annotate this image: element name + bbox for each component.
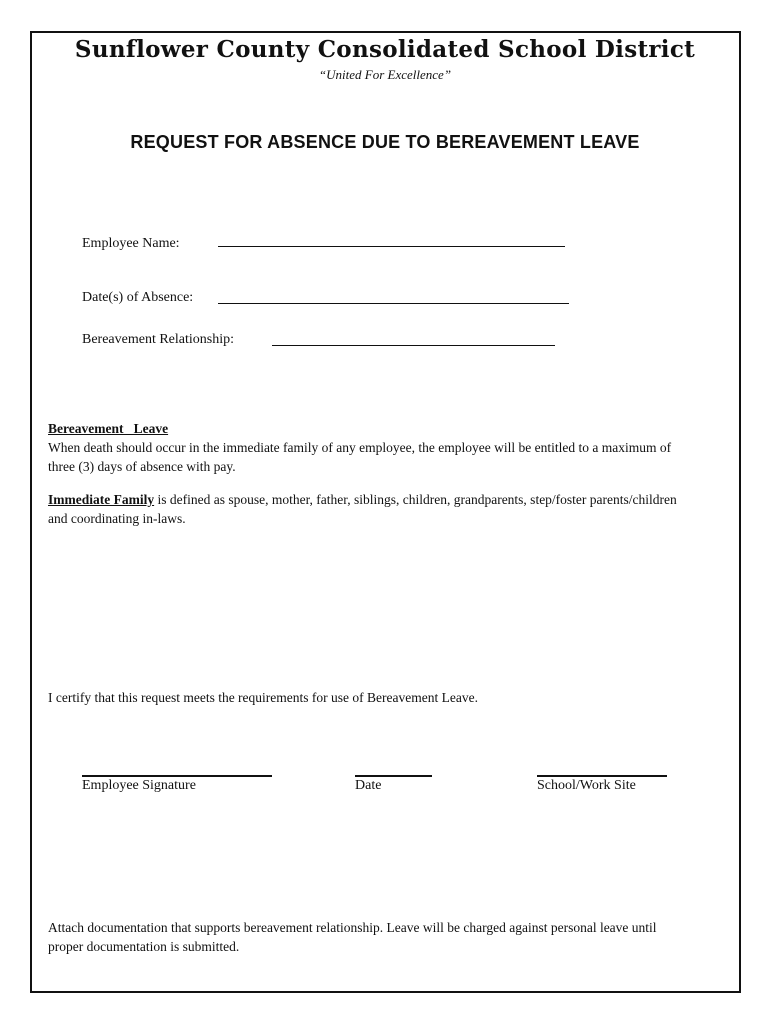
immediate-family-text: is defined as spouse, mother, father, siblings, children, grandparents, step/foster parents/children and coordinating in-laws. — [48, 492, 677, 526]
documentation-note: Attach documentation that supports bereavement relationship. Leave will be charged against personal leave until proper documentation is submitted. — [48, 920, 657, 954]
immediate-family-heading: Immediate Family — [48, 492, 155, 507]
dates-of-absence-field[interactable] — [218, 303, 569, 304]
employee-name-label: Employee Name: — [82, 236, 180, 251]
bereavement-leave-heading: Bereavement Leave — [48, 421, 169, 436]
employee-name-field[interactable] — [218, 246, 565, 247]
employee-signature-line[interactable] — [82, 775, 272, 777]
certification-statement: I certify that this request meets the requirements for use of Bereavement Leave. — [48, 690, 478, 705]
school-site-label: School/Work Site — [537, 778, 636, 793]
date-signature-line[interactable] — [355, 775, 432, 777]
relationship-label: Bereavement Relationship: — [82, 332, 235, 347]
immediate-family-section — [48, 490, 688, 528]
bereavement-leave-section — [48, 419, 688, 476]
dates-of-absence-label: Date(s) of Absence: — [82, 290, 194, 305]
school-site-line[interactable] — [537, 775, 667, 777]
relationship-field[interactable] — [272, 345, 555, 346]
district-motto: “United For Excellence” — [318, 67, 452, 82]
date-signature-label: Date — [355, 778, 382, 793]
bereavement-leave-text: When death should occur in the immediate family of any employee, the employee will be entitled to a maximum of three (3) days of absence with pay. — [48, 440, 672, 474]
form-title: REQUEST FOR ABSENCE DUE TO BEREAVEMENT LEAVE — [130, 132, 640, 152]
district-name: Sunflower County Consolidated School District — [74, 36, 696, 63]
employee-signature-label: Employee Signature — [82, 778, 196, 793]
